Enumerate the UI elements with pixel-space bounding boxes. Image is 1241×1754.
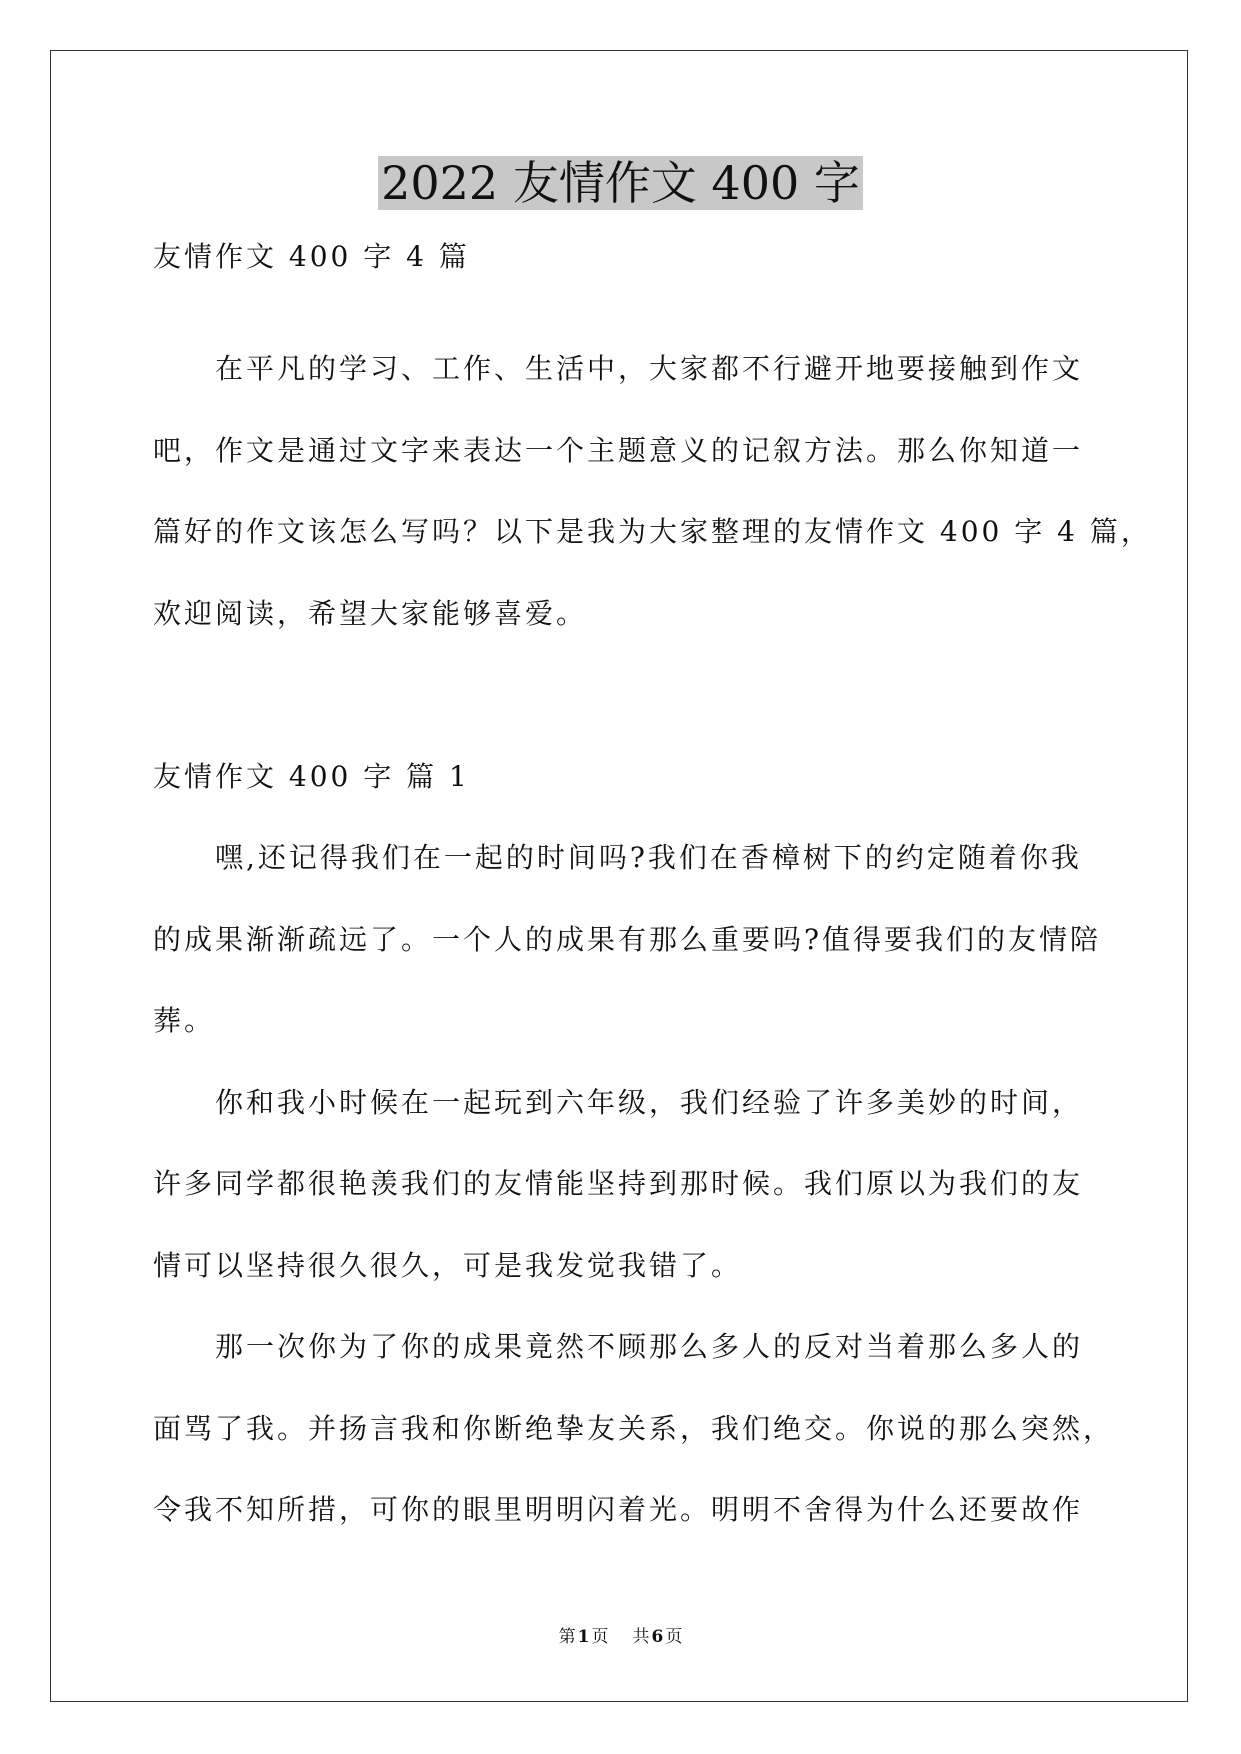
page-number: 1 xyxy=(577,1627,590,1647)
paragraph-line: 令我不知所措，可你的眼里明明闪着光。明明不舍得为什么还要故作 xyxy=(153,1493,1084,1526)
total-pages: 6 xyxy=(651,1627,664,1647)
paragraph-line: 葬。 xyxy=(153,1004,216,1037)
paragraph xyxy=(153,817,1153,1062)
paragraph-line: 欢迎阅读，希望大家能够喜爱。 xyxy=(153,596,588,630)
paragraph-line: 你和我小时候在一起玩到六年级，我们经验了许多美妙的时间， xyxy=(215,1085,1084,1119)
page-suffix: 页 xyxy=(591,1627,609,1647)
paragraph-line: 那一次你为了你的成果竟然不顾那么多人的反对当着那么多人的 xyxy=(215,1330,1084,1363)
paragraph xyxy=(153,1062,1153,1307)
page-prefix: 第 xyxy=(558,1627,576,1647)
paragraph-line: 的成果渐渐疏远了。一个人的成果有那么重要吗?值得要我们的友情陪 xyxy=(153,922,1102,956)
paragraph-line: 面骂了我。并扬言我和你断绝挚友关系，我们绝交。你说的那么突然， xyxy=(153,1411,1115,1445)
paragraph-line: 在平凡的学习、工作、生活中，大家都不行避开地要接触到作文 xyxy=(215,352,1084,385)
paragraph-line: 嘿,还记得我们在一起的时间吗?我们在香樟树下的约定随着你我 xyxy=(215,841,1082,874)
page-footer xyxy=(0,1626,1241,1648)
paragraph-line: 情可以坚持很久很久，可是我发觉我错了。 xyxy=(153,1248,743,1282)
document-title: 2022 友情作文 400 字 xyxy=(378,156,863,210)
paragraph-line: 许多同学都很艳羡我们的友情能坚持到那时候。我们原以为我们的友 xyxy=(153,1167,1084,1200)
title-container xyxy=(0,156,1241,210)
total-prefix: 共 xyxy=(632,1627,650,1647)
section-heading: 友情作文 400 字 篇 1 xyxy=(153,759,470,793)
paragraph xyxy=(153,1306,1153,1551)
document-subtitle: 友情作文 400 字 4 篇 xyxy=(153,240,470,273)
paragraph-line: 篇好的作文该怎么写吗？以下是我为大家整理的友情作文 400 字 4 篇， xyxy=(153,515,1152,548)
intro-paragraph xyxy=(153,328,1153,654)
total-suffix: 页 xyxy=(665,1627,683,1647)
paragraph-line: 吧，作文是通过文字来表达一个主题意义的记叙方法。那么你知道一 xyxy=(153,433,1084,467)
document-body xyxy=(153,216,1153,1551)
